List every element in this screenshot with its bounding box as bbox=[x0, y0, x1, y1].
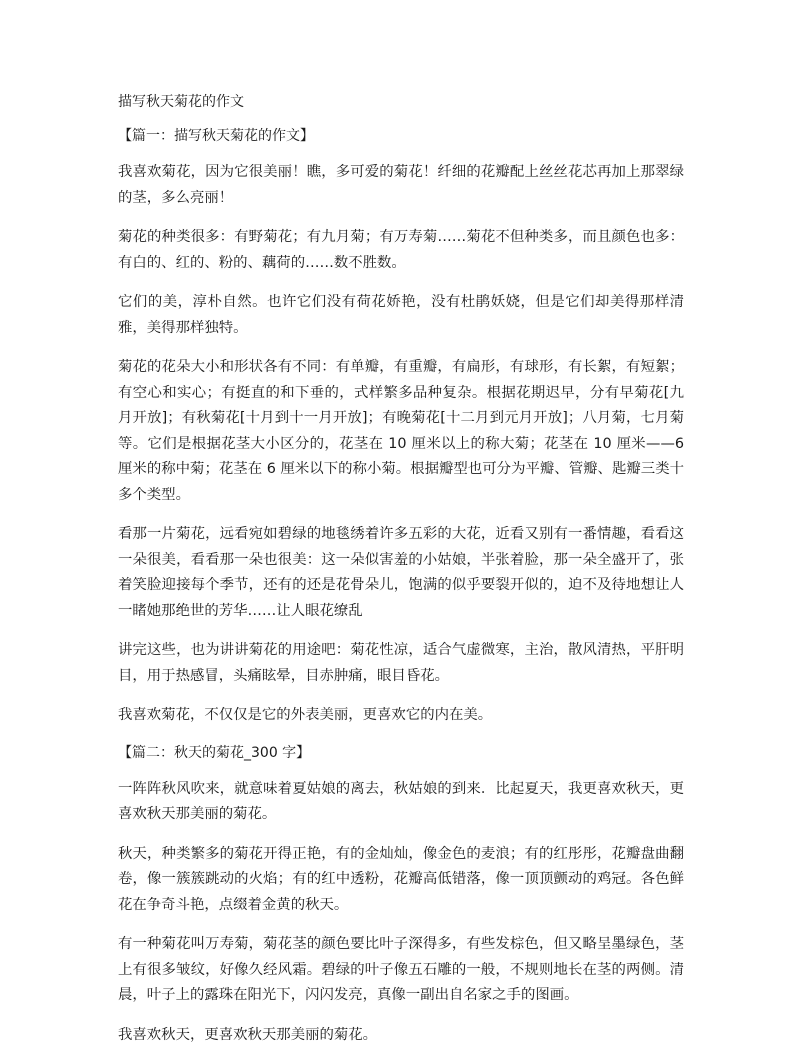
section-1-paragraph-5: 看那一片菊花，远看宛如碧绿的地毯绣着许多五彩的大花，近看又别有一番情趣，看看这一朵很美，看看那一朵也很美：这一朵似害羞的小姑娘，半张着脸，那一朵全盛开了，张着笑脸迎接每个季节，还有的还是花骨朵儿，饱满的似乎要裂开似的，迫不及待地想让人一睹她那绝世的芳华……让人眼花缭乱 bbox=[118, 526, 684, 619]
document-title: 描写秋天菊花的作文 bbox=[118, 94, 244, 110]
section-1-paragraph-4: 菊花的花朵大小和形状各有不同：有单瓣，有重瓣，有扁形，有球形，有长絮，有短絮；有空心和实心；有挺直的和下垂的，式样繁多品种复杂。根据花期迟早，分有早菊花[九月开放]；有秋菊花[十月到十一月开放]；有晚菊花[十二月到元月开放]；八月菊，七月菊等。它们是根据花茎大小区分的，花茎在 10 厘米以上的称大菊；花茎在 10 厘米——6 厘米的称中菊；花茎在 6 厘米以下的称小菊。根据瓣型也可分为平瓣、管瓣、匙瓣三类十多个类型。 bbox=[118, 359, 684, 503]
section-1-paragraph-6: 讲完这些，也为讲讲菊花的用途吧：菊花性凉，适合气虚微寒，主治，散风清热，平肝明目，用于热感冒，头痛眩晕，目赤肿痛，眼目昏花。 bbox=[118, 642, 684, 684]
section-1-paragraph-3: 它们的美，淳朴自然。也许它们没有荷花娇艳，没有杜鹃妖娆，但是它们却美得那样清雅，美得那样独特。 bbox=[118, 294, 684, 336]
section-2-paragraph-4: 我喜欢秋天，更喜欢秋天那美丽的菊花。 bbox=[118, 1026, 378, 1043]
section-2-paragraph-1: 一阵阵秋风吹来，就意味着夏姑娘的离去，秋姑娘的到来．比起夏天，我更喜欢秋天，更喜欢秋天那美丽的菊花。 bbox=[118, 780, 684, 822]
section-1-paragraph-7: 我喜欢菊花，不仅仅是它的外表美丽，更喜欢它的内在美。 bbox=[118, 707, 493, 723]
section-1-paragraph-2: 菊花的种类很多：有野菊花；有九月菊；有万寿菊……菊花不但种类多，而且颜色也多：有白的、红的、粉的、藕荷的……数不胜数。 bbox=[118, 229, 684, 271]
section-2-heading: 【篇二：秋天的菊花_300 字】 bbox=[118, 744, 311, 761]
section-2-paragraph-2: 秋天，种类繁多的菊花开得正艳，有的金灿灿，像金色的麦浪；有的红彤彤，花瓣盘曲翻卷，像一簇簇跳动的火焰；有的红中透粉，花瓣高低错落，像一顶顶颤动的鸡冠。各色鲜花在争奇斗艳，点缀着金黄的秋天。 bbox=[118, 845, 684, 913]
section-2-paragraph-3: 有一种菊花叫万寿菊，菊花茎的颜色要比叶子深得多，有些发棕色，但又略呈墨绿色，茎上有很多皱纹，好像久经风霜。碧绿的叶子像五石雕的一般，不规则地长在茎的两侧。清晨，叶子上的露珠在阳光下，闪闪发亮，真像一副出自名家之手的图画。 bbox=[118, 936, 684, 1003]
document-page bbox=[118, 92, 684, 1062]
section-1-paragraph-1: 我喜欢菊花，因为它很美丽！瞧，多可爱的菊花！纤细的花瓣配上丝丝花芯再加上那翠绿的茎，多么亮丽！ bbox=[118, 164, 684, 206]
section-1-heading: 【篇一：描写秋天菊花的作文】 bbox=[118, 128, 314, 144]
